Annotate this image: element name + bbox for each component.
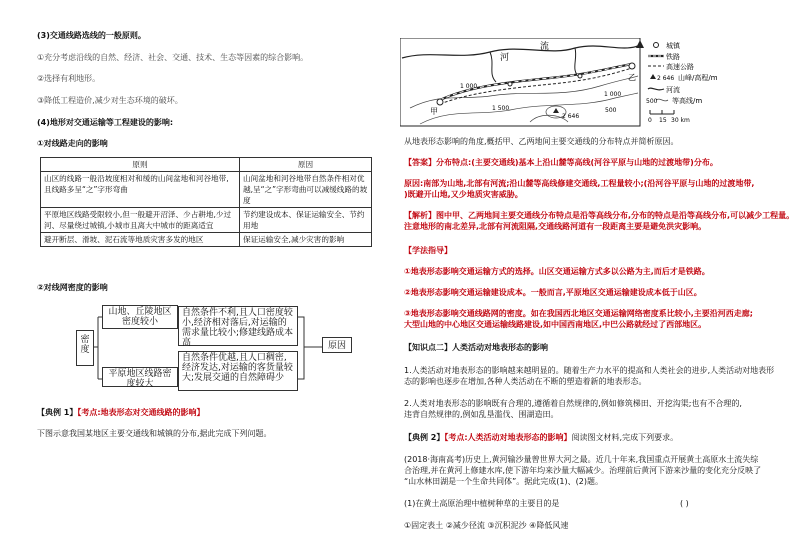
subheading-network-density: ②对线网密度的影响	[37, 283, 108, 292]
legend-town-icon	[654, 43, 659, 48]
table-header: 原则	[41, 158, 240, 172]
plain-area-box: 平原地区线路密度较大	[102, 367, 178, 387]
answer-reason-2: )既避开山地,又少地质灾害威胁。	[404, 190, 523, 199]
example-1-instruction: 下图示意我国某地区主要交通线和城镇的分布,据此完成下列问题。	[37, 429, 272, 438]
scale-label: 0	[648, 117, 652, 124]
contour-label: 1 500	[492, 105, 510, 112]
density-label: 密度	[76, 330, 94, 366]
analysis-1: 【解析】图中甲、乙两地间主要交通线分布特点是沿等高线分布,分布的特点是沿等高线分布,可以减少工程量。	[404, 211, 794, 220]
legend-peak-icon	[650, 74, 656, 79]
city-label-yi: 乙	[628, 73, 636, 82]
legend-label: 河流	[666, 86, 680, 94]
mountain-area-box: 山地、丘陵地区密度较小	[102, 305, 178, 329]
example-1-heading	[37, 407, 205, 418]
method-guide-label: 【学法指导】	[404, 246, 452, 255]
example-1-point: 【考点:地表形态对交通线路的影响】	[77, 408, 205, 417]
method-guide-2: ②地表形态影响交通运输建设成本。一般而言,平原地区交通运输建设成本低于山区。	[404, 288, 702, 297]
answer-reason-1: 原因:南部为山地,北部有河流;沿山麓等高线修建交通线,工程量较小;(沿河谷平原与山地的过渡地带,	[404, 179, 755, 188]
table-cell: 平原地区线路受限较小,但一般避开沼泽、少占耕地,少过河、尽量绕过城镇,小城市且离大中城市的距离适宜	[41, 208, 240, 233]
principle-1: ①充分考虑沿线的自然、经济、社会、交通、技术、生态等因素的综合影响。	[37, 53, 309, 62]
legend-river-icon	[648, 88, 664, 90]
table-row	[41, 208, 372, 233]
heading-route-principles: (3)交通线路选线的一般原则。	[37, 31, 146, 40]
principle-3: ③降低工程造价,减少对生态环境的破坏。	[37, 96, 183, 105]
kp2-paragraph-1a: 1.人类活动对地表形态的影响越来越明显的。随着生产力水平的提高和人类社会的进步,人类活动对地表形	[404, 366, 775, 375]
kp2-paragraph-1b: 态的影响也逐步在增加,各种人类活动在不断的塑造着新的地表形态。	[404, 377, 647, 386]
table-row	[41, 172, 372, 208]
subheading-route-direction: ①对线路走向的影响	[37, 139, 108, 148]
example-1-label: 【典例 1】	[37, 408, 78, 417]
question-1: (1)在黄土高原治理中植树种草的主要目的是	[404, 499, 560, 508]
legend-contour-value: 500	[646, 98, 658, 105]
example-2-instruction: 阅读图文材料,完成下列要求。	[571, 433, 679, 442]
legend-label: 等高线/m	[672, 97, 703, 105]
contour-label: 1 000	[604, 91, 622, 98]
principle-2: ②选择有利地形。	[37, 74, 101, 83]
analysis-2: 注意地形的南北差异,北部有河流阻隔,交通线路河道有一段距离主要是避免洪灾影响。	[404, 222, 707, 231]
legend-peak-value: 2 646	[657, 75, 675, 82]
legend-label: 城镇	[666, 42, 680, 50]
mountain-reason-box: 自然条件不利,且人口密度较小,经济相对落后,对运输的需求量比较小;修建线路成本高	[178, 306, 298, 346]
example-2-material-1: (2018·海南高考)历史上,黄河输沙量曾世界大河之最。近几十年来,我国重点开展黄土高原水土流失综	[404, 455, 759, 464]
legend-label: 铁路	[666, 53, 680, 61]
example-2-label: 【典例 2】	[404, 433, 445, 442]
river-label: 流	[540, 42, 550, 52]
contour-label: 500	[605, 107, 617, 114]
reason-label: 原因	[322, 337, 352, 353]
table-cell: 保证运输安全,减少灾害的影响	[240, 233, 372, 247]
answer-blank: ( )	[680, 499, 689, 508]
table-row	[41, 233, 372, 247]
table-cell: 避开断层、滑坡、泥石流等地质灾害多发的地区	[41, 233, 240, 247]
city-label-jia: 甲	[430, 107, 438, 116]
town	[578, 74, 582, 78]
contour-label: 1 000	[460, 83, 478, 90]
town-jia	[437, 99, 443, 105]
peak-label: 2 646	[562, 113, 580, 120]
legend-label: 高速公路	[666, 63, 694, 71]
legend-label: 山峰/高程/m	[678, 74, 718, 82]
town	[508, 82, 512, 86]
example-2-material-2: 合治理,并在黄河上修建水库,使下游年均来沙量大幅减少。治理前后黄河下游来沙量的变化充分反映了	[404, 466, 762, 475]
example-2-material-3: “山水林田湖是一个生命共同体”。据此完成(1)、(2)题。	[404, 477, 603, 486]
town-yi	[629, 63, 635, 69]
question-1-options: ①固定表土 ②减少径流 ③沉积泥沙 ④降低风速	[404, 521, 569, 530]
table-cell: 山区的线路一般沿坡度相对和缓的山间盆地和河谷地带,且线路多呈“之”字形弯曲	[41, 172, 240, 208]
answer-text: 【答案】分布特点:(主要交通线)基本上沿山麓等高线(河谷平原与山地的过渡地带)分布。	[404, 158, 718, 167]
example-2-heading	[404, 432, 678, 443]
kp2-paragraph-2b: 违背自然规律的,例如乱垦滥伐、围湖造田。	[404, 410, 559, 419]
principle-table	[40, 157, 372, 247]
heading-terrain-effects: (4)地形对交通运输等工程建设的影响:	[37, 118, 174, 127]
table-header: 原因	[240, 158, 372, 172]
scale-bar	[650, 110, 674, 114]
method-guide-3a: ③地表形态影响交通线路网的密度。如在我国西北地区交通运输网络密度系比较小,主要沿河西走廊;	[404, 309, 754, 318]
table-cell: 节约建设成本、保证运输安全、节约用地	[240, 208, 372, 233]
knowledge-point-2-heading: 【知识点二】人类活动对地表形态的影响	[404, 343, 548, 352]
method-guide-3b: 大型山地的中心地区交通运输线路建设,如中国西南地区,中巴公路就经过了西部地区。	[404, 320, 707, 329]
plain-reason-box: 自然条件优越,且人口稠密,经济发达,对运输的客货量较大;发展交通的自然障碍少	[178, 351, 298, 391]
scale-label: 30 km	[671, 117, 690, 124]
table-cell: 山间盆地和河谷地带自然条件相对优越,呈“之”字形弯曲可以减缓线路的坡度	[240, 172, 372, 208]
kp2-paragraph-2a: 2.人类对地表形态的影响既有合理的,遵循着自然规律的,例如修筑梯田、开挖沟渠;也有不合理的,	[404, 399, 742, 408]
example-2-point: 【考点:人类活动对地表形态的影响】	[444, 433, 572, 442]
question-text: 从地表形态影响的角度,概括甲、乙两地间主要交通线的分布特点并简析原因。	[404, 137, 679, 146]
transport-map	[400, 38, 776, 128]
legend-contour-icon	[656, 99, 668, 101]
method-guide-1: ①地表形态影响交通运输方式的选择。山区交通运输方式多以公路为主,而后才是铁路。	[404, 267, 710, 276]
table-header-row	[41, 158, 372, 172]
scale-label: 15	[659, 117, 667, 124]
river-label: 河	[500, 53, 510, 63]
